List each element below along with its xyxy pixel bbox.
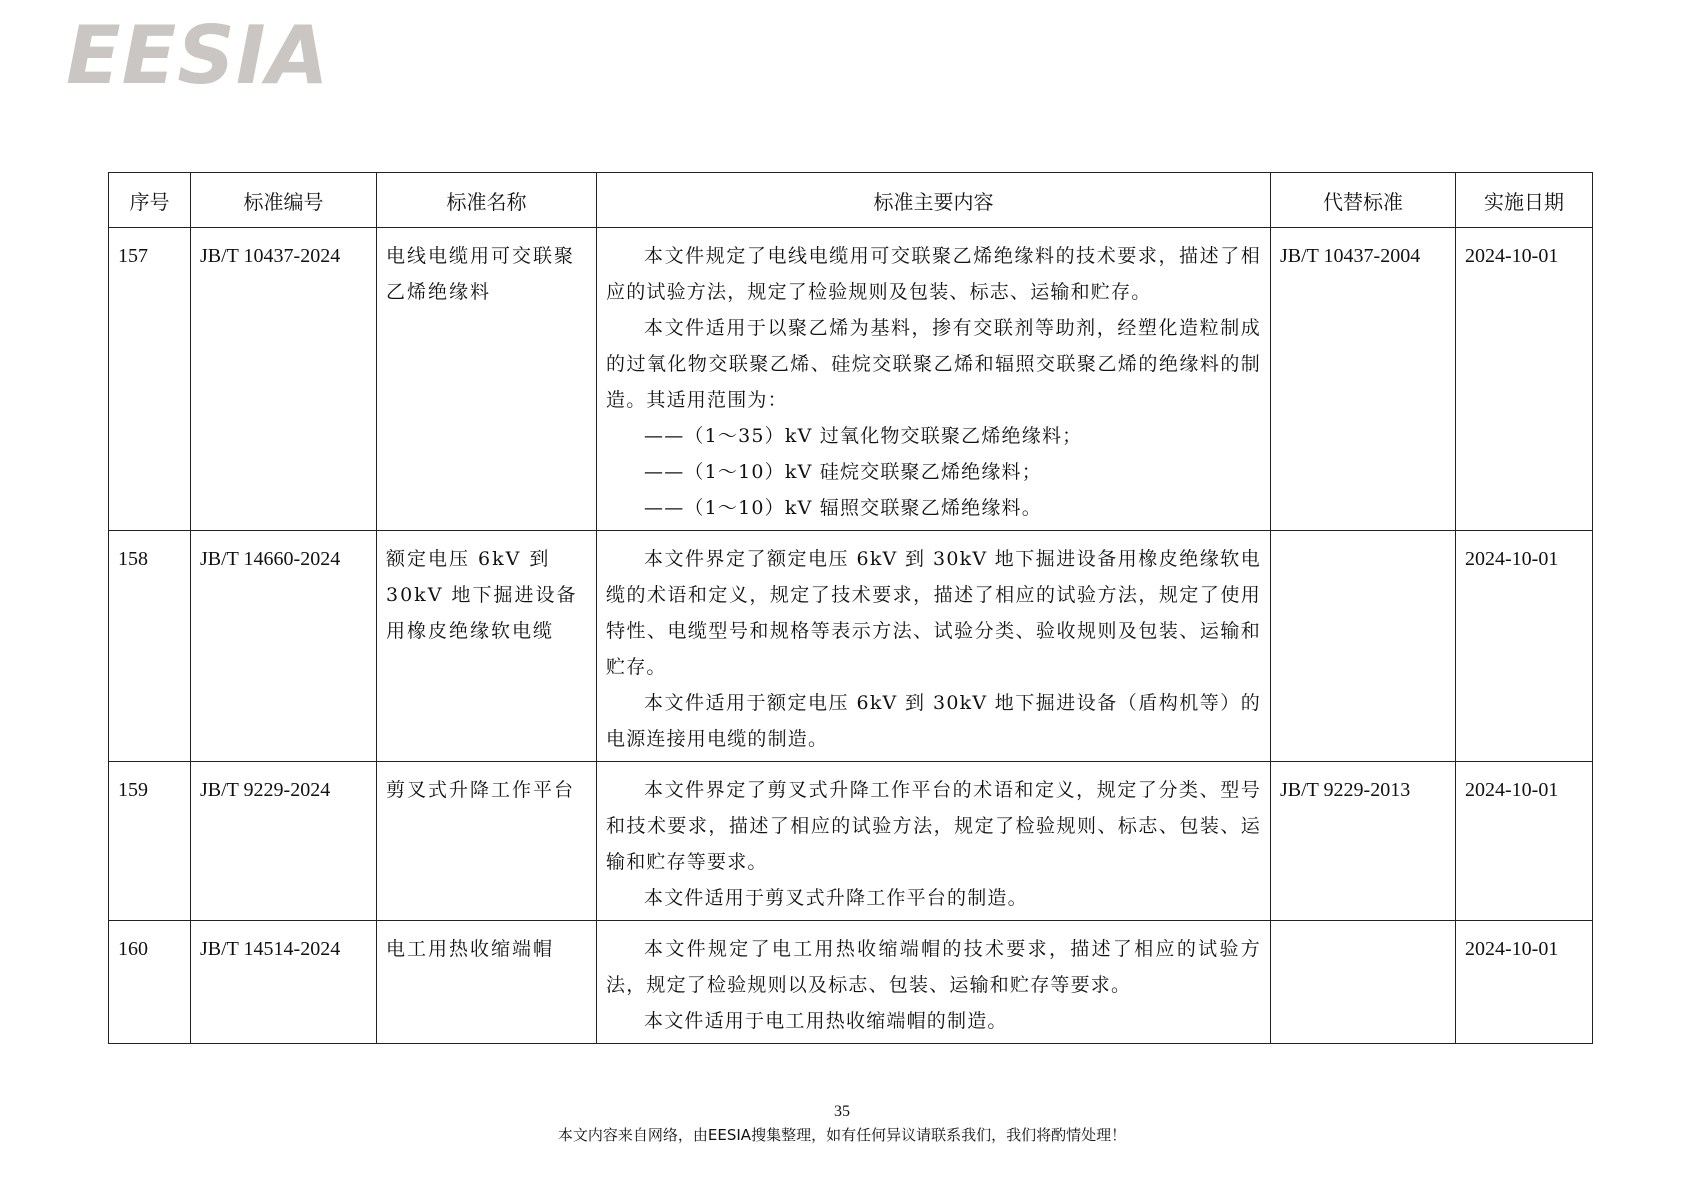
table-row [109, 921, 1593, 1044]
row-date: 2024-10-01 [1456, 531, 1593, 762]
row-name: 剪叉式升降工作平台 [377, 762, 597, 921]
header-code: 标准编号 [191, 173, 377, 228]
header-content: 标准主要内容 [597, 173, 1271, 228]
row-replaces [1271, 531, 1456, 762]
table-row [109, 228, 1593, 531]
row-code: JB/T 10437-2024 [191, 228, 377, 531]
row-seq: 160 [109, 921, 191, 1044]
content-paragraph: 本文件适用于以聚乙烯为基料，掺有交联剂等助剂，经塑化造粒制成的过氧化物交联聚乙烯、硅烷交联聚乙烯和辐照交联聚乙烯的绝缘料的制造。其适用范围为： [606, 317, 1261, 411]
row-seq: 159 [109, 762, 191, 921]
row-name: 电工用热收缩端帽 [377, 921, 597, 1044]
content-paragraph: 本文件规定了电工用热收缩端帽的技术要求，描述了相应的试验方法，规定了检验规则以及标志、包装、运输和贮存等要求。 [606, 938, 1261, 996]
content-paragraph: 本文件适用于剪叉式升降工作平台的制造。 [644, 887, 1028, 909]
row-replaces: JB/T 10437-2004 [1271, 228, 1456, 531]
header-replaces: 代替标准 [1271, 173, 1456, 228]
eesia-logo: EESIA [66, 9, 330, 102]
row-name: 电线电缆用可交联聚乙烯绝缘料 [377, 228, 597, 531]
table-row [109, 762, 1593, 921]
content-list-item: ——（1～10）kV 辐照交联聚乙烯绝缘料。 [644, 497, 1042, 519]
row-date: 2024-10-01 [1456, 762, 1593, 921]
row-code: JB/T 14660-2024 [191, 531, 377, 762]
standards-table [108, 172, 1593, 1044]
table-header-row [109, 173, 1593, 228]
row-content [597, 921, 1271, 1044]
row-name: 额定电压 6kV 到 30kV 地下掘进设备用橡皮绝缘软电缆 [377, 531, 597, 762]
content-paragraph: 本文件适用于电工用热收缩端帽的制造。 [644, 1010, 1008, 1032]
row-code: JB/T 9229-2024 [191, 762, 377, 921]
content-list-item: ——（1～35）kV 过氧化物交联聚乙烯绝缘料； [644, 425, 1083, 447]
row-seq: 157 [109, 228, 191, 531]
page-number: 35 [834, 1103, 850, 1120]
row-content [597, 531, 1271, 762]
row-replaces: JB/T 9229-2013 [1271, 762, 1456, 921]
row-content [597, 228, 1271, 531]
header-name: 标准名称 [377, 173, 597, 228]
footer-disclaimer: 本文内容来自网络，由EESIA搜集整理，如有任何异议请联系我们，我们将酌情处理！ [557, 1126, 1127, 1144]
row-date: 2024-10-01 [1456, 228, 1593, 531]
row-date: 2024-10-01 [1456, 921, 1593, 1044]
header-seq: 序号 [109, 173, 191, 228]
content-paragraph: 本文件规定了电线电缆用可交联聚乙烯绝缘料的技术要求，描述了相应的试验方法，规定了检验规则及包装、标志、运输和贮存。 [606, 245, 1261, 303]
row-code: JB/T 14514-2024 [191, 921, 377, 1044]
row-content [597, 762, 1271, 921]
row-replaces [1271, 921, 1456, 1044]
header-date: 实施日期 [1456, 173, 1593, 228]
content-paragraph: 本文件界定了额定电压 6kV 到 30kV 地下掘进设备用橡皮绝缘软电缆的术语和定义，规定了技术要求，描述了相应的试验方法，规定了使用特性、电缆型号和规格等表示方法、试验分类、验收规则及包装、运输和贮存。 [606, 548, 1261, 678]
row-seq: 158 [109, 531, 191, 762]
table-row [109, 531, 1593, 762]
content-list-item: ——（1～10）kV 硅烷交联聚乙烯绝缘料； [644, 461, 1042, 483]
content-paragraph: 本文件适用于额定电压 6kV 到 30kV 地下掘进设备（盾构机等）的电源连接用电缆的制造。 [606, 692, 1261, 750]
content-paragraph: 本文件界定了剪叉式升降工作平台的术语和定义，规定了分类、型号和技术要求，描述了相应的试验方法，规定了检验规则、标志、包装、运输和贮存等要求。 [606, 779, 1261, 873]
